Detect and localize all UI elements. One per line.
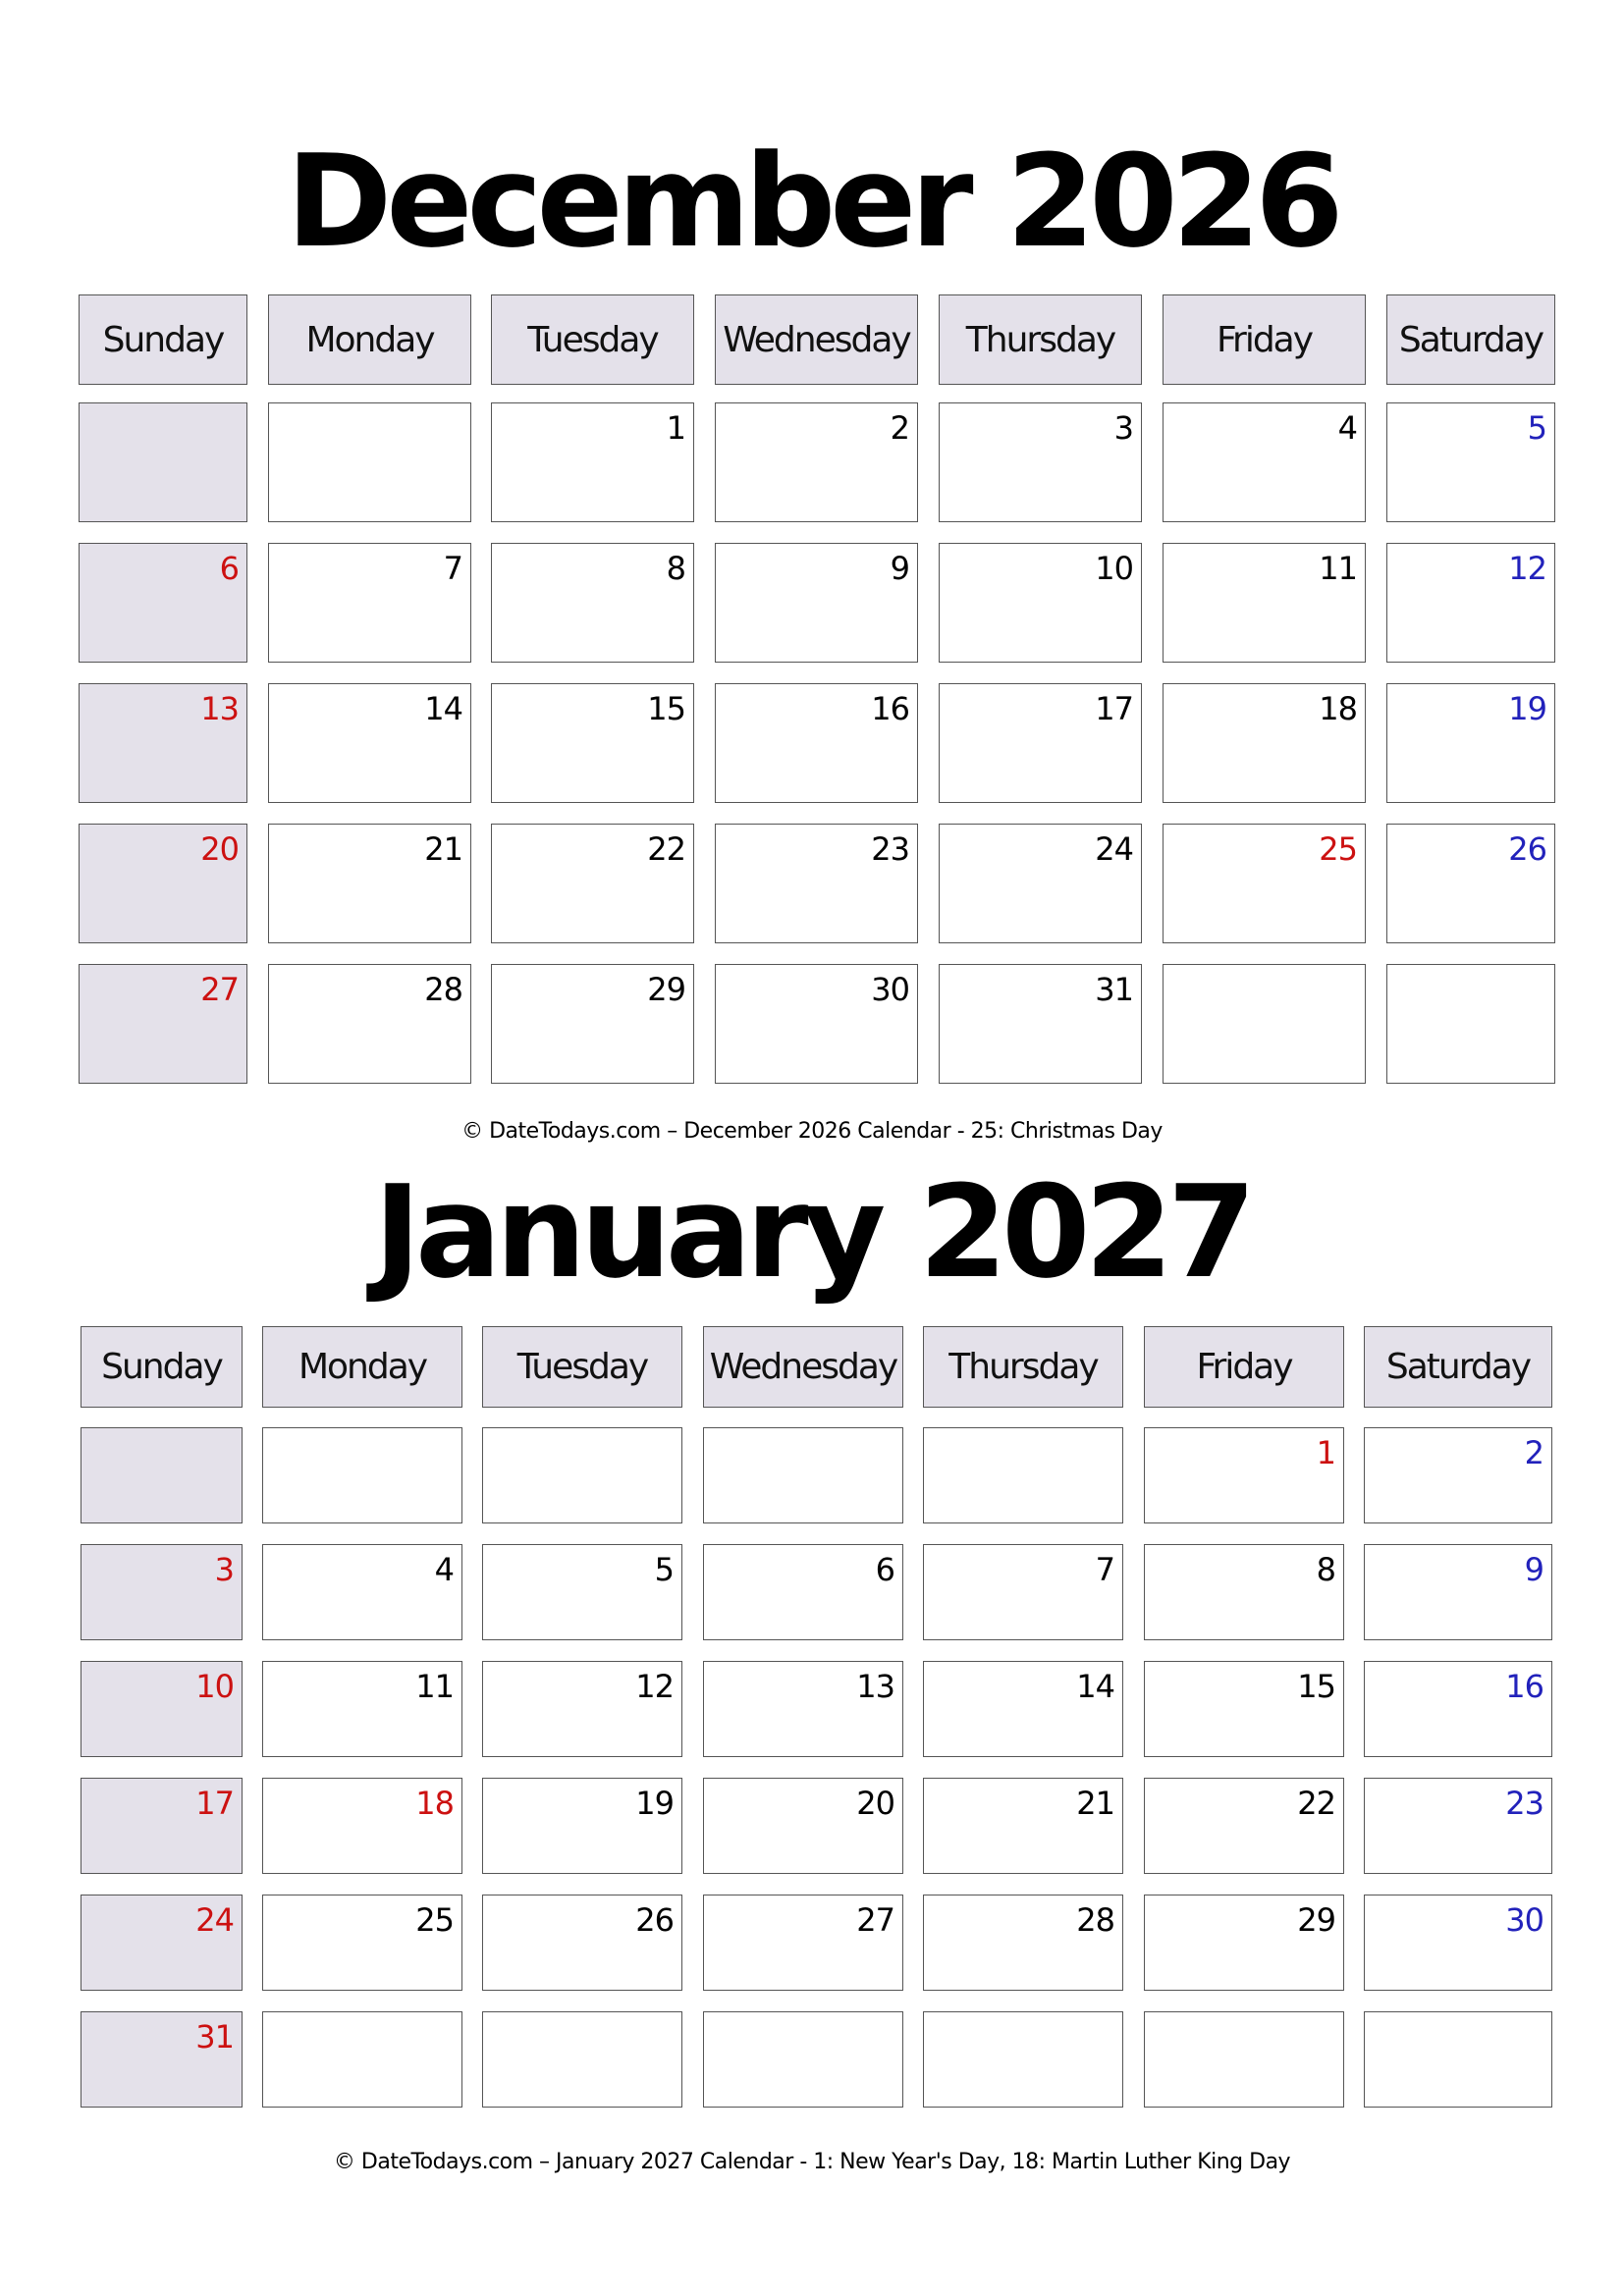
- day-number: 9: [890, 550, 909, 587]
- day-cell: [262, 1544, 462, 1640]
- day-cell: [715, 402, 918, 522]
- day-number: 20: [856, 1785, 894, 1822]
- day-number: 3: [1113, 409, 1133, 447]
- day-cell: [81, 1544, 243, 1640]
- day-number: 23: [1505, 1785, 1543, 1822]
- day-number: 4: [434, 1551, 454, 1588]
- day-number: 5: [1527, 409, 1546, 447]
- day-cell: [923, 2011, 1123, 2108]
- day-cell: [482, 1661, 682, 1757]
- day-cell: [268, 683, 471, 803]
- day-cell: [262, 1427, 462, 1523]
- day-cell: [491, 964, 694, 1084]
- weekday-header-wednesday: Wednesday: [703, 1326, 903, 1408]
- day-cell: [939, 402, 1142, 522]
- day-cell: [1364, 1427, 1552, 1523]
- day-cell: [939, 824, 1142, 943]
- day-cell: [1386, 964, 1555, 1084]
- weekday-header-friday: Friday: [1144, 1326, 1344, 1408]
- day-number: 21: [1076, 1785, 1114, 1822]
- day-cell: [1144, 1778, 1344, 1874]
- day-number: 13: [856, 1668, 894, 1705]
- day-number: 6: [219, 550, 239, 587]
- day-cell: [262, 1778, 462, 1874]
- day-cell: [703, 1778, 903, 1874]
- day-cell: [1386, 683, 1555, 803]
- day-cell: [1144, 1895, 1344, 1991]
- day-cell: [81, 1661, 243, 1757]
- day-cell: [262, 1895, 462, 1991]
- month-title: January 2027: [373, 1157, 1251, 1307]
- day-number: 29: [1297, 1901, 1335, 1939]
- day-number: 14: [1076, 1668, 1114, 1705]
- day-cell: [268, 543, 471, 663]
- day-number: 8: [1316, 1551, 1335, 1588]
- day-number: 7: [1095, 1551, 1114, 1588]
- day-number: 31: [1095, 971, 1133, 1008]
- day-cell: [79, 683, 247, 803]
- weekday-header-tuesday: Tuesday: [491, 294, 694, 385]
- day-number: 25: [415, 1901, 454, 1939]
- weekday-header-friday: Friday: [1163, 294, 1366, 385]
- weekday-header-monday: Monday: [268, 294, 471, 385]
- month-title: December 2026: [286, 127, 1338, 276]
- day-number: 20: [200, 830, 239, 868]
- calendar-footer: © DateTodays.com – December 2026 Calendar - 25: Christmas Day: [461, 1119, 1163, 1144]
- weekday-header-saturday: Saturday: [1364, 1326, 1552, 1408]
- day-number: 12: [635, 1668, 674, 1705]
- day-number: 16: [871, 690, 909, 727]
- day-cell: [81, 1895, 243, 1991]
- day-number: 24: [1095, 830, 1133, 868]
- day-number: 27: [200, 971, 239, 1008]
- day-cell: [703, 2011, 903, 2108]
- day-cell: [262, 2011, 462, 2108]
- day-cell: [268, 824, 471, 943]
- day-number: 9: [1524, 1551, 1543, 1588]
- day-number: 26: [635, 1901, 674, 1939]
- day-cell: [939, 543, 1142, 663]
- day-number: 18: [1319, 690, 1357, 727]
- day-cell: [1144, 1661, 1344, 1757]
- day-number: 13: [200, 690, 239, 727]
- day-cell: [79, 964, 247, 1084]
- day-number: 31: [195, 2018, 234, 2056]
- weekday-header-thursday: Thursday: [939, 294, 1142, 385]
- day-cell: [923, 1895, 1123, 1991]
- day-cell: [1386, 824, 1555, 943]
- day-number: 21: [424, 830, 462, 868]
- day-cell: [1163, 402, 1366, 522]
- day-cell: [1163, 543, 1366, 663]
- day-number: 5: [654, 1551, 674, 1588]
- day-number: 1: [666, 409, 685, 447]
- day-number: 12: [1508, 550, 1546, 587]
- day-cell: [715, 543, 918, 663]
- day-number: 30: [1505, 1901, 1543, 1939]
- day-cell: [268, 964, 471, 1084]
- day-number: 17: [195, 1785, 234, 1822]
- day-number: 19: [635, 1785, 674, 1822]
- day-number: 28: [1076, 1901, 1114, 1939]
- day-cell: [482, 1778, 682, 1874]
- day-number: 26: [1508, 830, 1546, 868]
- weekday-header-sunday: Sunday: [81, 1326, 243, 1408]
- day-number: 18: [415, 1785, 454, 1822]
- day-cell: [491, 402, 694, 522]
- day-number: 3: [214, 1551, 234, 1588]
- day-number: 8: [666, 550, 685, 587]
- day-cell: [1163, 824, 1366, 943]
- day-number: 24: [195, 1901, 234, 1939]
- weekday-header-thursday: Thursday: [923, 1326, 1123, 1408]
- day-number: 29: [647, 971, 685, 1008]
- day-cell: [482, 2011, 682, 2108]
- day-cell: [923, 1778, 1123, 1874]
- day-cell: [79, 824, 247, 943]
- day-cell: [715, 964, 918, 1084]
- day-cell: [81, 1778, 243, 1874]
- day-number: 22: [1297, 1785, 1335, 1822]
- day-cell: [1364, 1661, 1552, 1757]
- day-cell: [715, 824, 918, 943]
- day-number: 11: [415, 1668, 454, 1705]
- day-number: 6: [875, 1551, 894, 1588]
- day-number: 4: [1337, 409, 1357, 447]
- day-number: 11: [1319, 550, 1357, 587]
- day-cell: [79, 543, 247, 663]
- day-number: 15: [647, 690, 685, 727]
- day-cell: [262, 1661, 462, 1757]
- day-number: 10: [195, 1668, 234, 1705]
- day-cell: [703, 1544, 903, 1640]
- day-cell: [482, 1895, 682, 1991]
- day-cell: [939, 964, 1142, 1084]
- day-number: 7: [443, 550, 462, 587]
- day-cell: [1364, 1895, 1552, 1991]
- day-number: 23: [871, 830, 909, 868]
- day-number: 22: [647, 830, 685, 868]
- weekday-header-sunday: Sunday: [79, 294, 247, 385]
- day-cell: [79, 402, 247, 522]
- day-cell: [482, 1544, 682, 1640]
- calendar-footer: © DateTodays.com – January 2027 Calendar - 1: New Year's Day, 18: Martin Luther King Day: [333, 2150, 1291, 2174]
- day-number: 15: [1297, 1668, 1335, 1705]
- day-cell: [703, 1895, 903, 1991]
- day-cell: [1364, 2011, 1552, 2108]
- day-cell: [923, 1661, 1123, 1757]
- day-cell: [939, 683, 1142, 803]
- weekday-header-saturday: Saturday: [1386, 294, 1555, 385]
- day-number: 17: [1095, 690, 1133, 727]
- day-cell: [81, 2011, 243, 2108]
- day-cell: [703, 1427, 903, 1523]
- day-cell: [491, 683, 694, 803]
- day-cell: [1144, 1427, 1344, 1523]
- day-cell: [268, 402, 471, 522]
- day-cell: [1144, 2011, 1344, 2108]
- day-cell: [1386, 543, 1555, 663]
- day-cell: [491, 543, 694, 663]
- weekday-header-wednesday: Wednesday: [715, 294, 918, 385]
- day-number: 16: [1505, 1668, 1543, 1705]
- day-number: 30: [871, 971, 909, 1008]
- day-cell: [923, 1544, 1123, 1640]
- day-cell: [715, 683, 918, 803]
- day-number: 1: [1316, 1434, 1335, 1471]
- day-number: 25: [1319, 830, 1357, 868]
- day-number: 27: [856, 1901, 894, 1939]
- day-cell: [1364, 1544, 1552, 1640]
- day-number: 2: [890, 409, 909, 447]
- day-cell: [1386, 402, 1555, 522]
- day-cell: [1163, 683, 1366, 803]
- day-cell: [81, 1427, 243, 1523]
- weekday-header-monday: Monday: [262, 1326, 462, 1408]
- day-cell: [491, 824, 694, 943]
- day-cell: [703, 1661, 903, 1757]
- day-number: 14: [424, 690, 462, 727]
- day-cell: [1163, 964, 1366, 1084]
- day-number: 10: [1095, 550, 1133, 587]
- weekday-header-tuesday: Tuesday: [482, 1326, 682, 1408]
- day-cell: [482, 1427, 682, 1523]
- day-cell: [923, 1427, 1123, 1523]
- day-number: 19: [1508, 690, 1546, 727]
- day-cell: [1144, 1544, 1344, 1640]
- day-number: 2: [1524, 1434, 1543, 1471]
- day-number: 28: [424, 971, 462, 1008]
- day-cell: [1364, 1778, 1552, 1874]
